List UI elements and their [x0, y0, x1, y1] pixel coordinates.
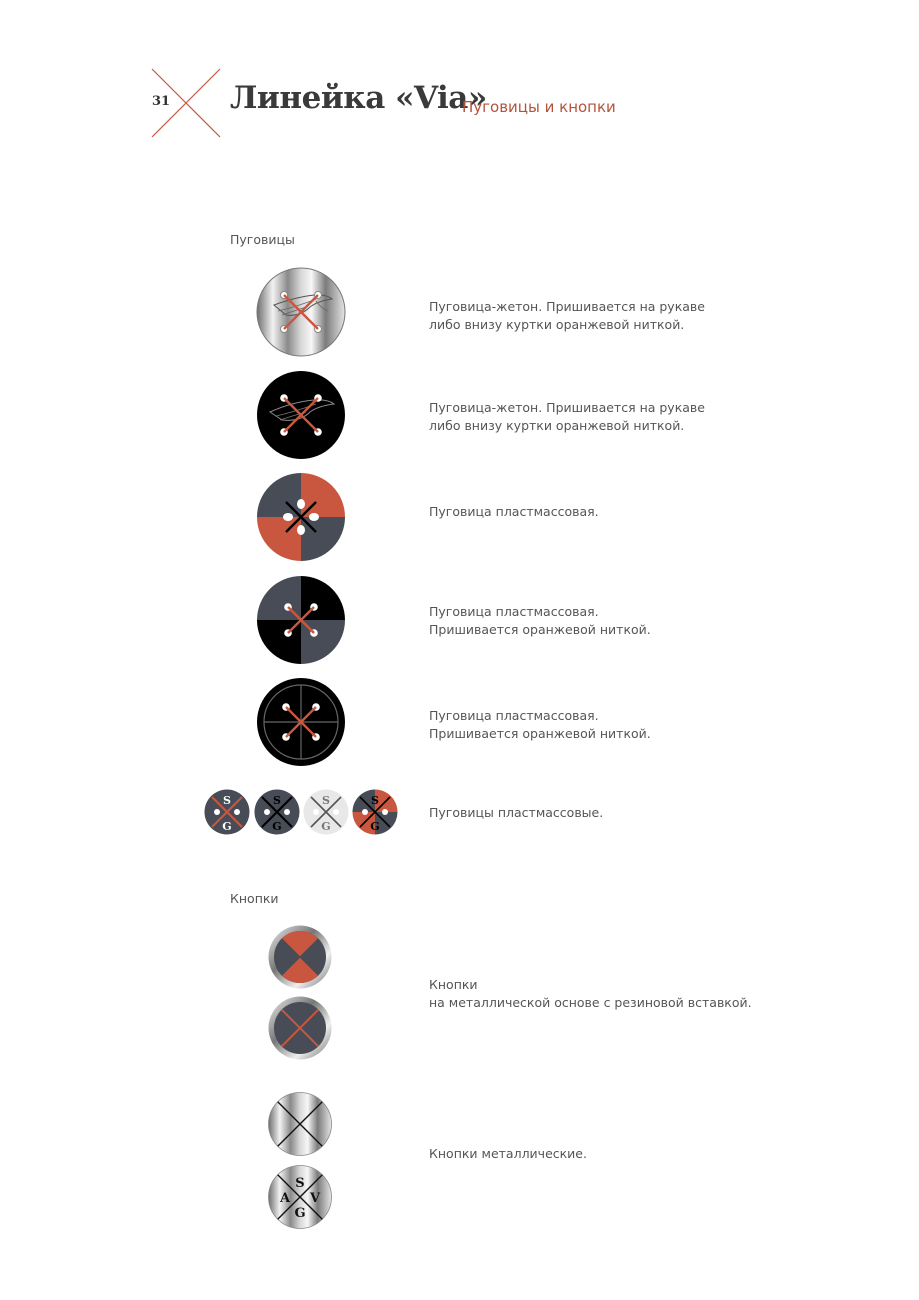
letter-g: G: [294, 1206, 306, 1221]
item-desc-1: Пуговица-жетон. Пришивается на рукаве либо внизу куртки оранжевой ниткой.: [429, 299, 705, 332]
letter-s: S: [371, 794, 379, 807]
page-title: Линейка «Via»: [230, 80, 487, 116]
letter-g: G: [370, 820, 380, 833]
section-title-snaps: Кнопки: [230, 891, 279, 906]
small-button-sg-gray: [204, 789, 250, 835]
letter-s: S: [223, 794, 231, 807]
plastic-button-quadrant-orange: [256, 472, 346, 562]
plastic-button-quadrant-black: [256, 575, 346, 665]
snap-button-rubber-cross: [268, 996, 332, 1060]
letter-a: A: [279, 1191, 291, 1206]
letter-g: G: [222, 820, 232, 833]
token-button-black: [256, 370, 346, 460]
small-button-sg-white: [303, 789, 349, 835]
snap-button-rubber-quadrant: [268, 925, 332, 989]
letter-g: G: [321, 820, 331, 833]
letter-s: S: [273, 794, 281, 807]
item-desc-7: Кнопки на металлической основе с резиновой вставкой.: [429, 977, 752, 1010]
page-subtitle: Пуговицы и кнопки: [462, 98, 616, 116]
item-desc-3: Пуговица пластмассовая.: [429, 504, 599, 519]
small-button-sg-orange: [352, 789, 398, 835]
letter-s: S: [295, 1176, 305, 1191]
letter-v: V: [309, 1191, 321, 1206]
item-desc-5: Пуговица пластмассовая. Пришивается оранжевой ниткой.: [429, 708, 651, 741]
item-desc-6: Пуговицы пластмассовые.: [429, 805, 604, 820]
item-desc-2: Пуговица-жетон. Пришивается на рукаве либо внизу куртки оранжевой ниткой.: [429, 400, 705, 433]
item-desc-4: Пуговица пластмассовая. Пришивается оранжевой ниткой.: [429, 604, 651, 637]
snap-button-metal-sagv: [268, 1165, 332, 1229]
token-button-metal: [256, 267, 346, 357]
section-title-buttons: Пуговицы: [230, 232, 295, 247]
item-desc-8: Кнопки металлические.: [429, 1146, 587, 1161]
snap-button-metal-cross: [268, 1092, 332, 1156]
plastic-button-black-ring: [256, 677, 346, 767]
page-number: 31: [152, 94, 171, 109]
small-button-sg-dark: [254, 789, 300, 835]
letter-s: S: [322, 794, 330, 807]
letter-g: G: [272, 820, 282, 833]
